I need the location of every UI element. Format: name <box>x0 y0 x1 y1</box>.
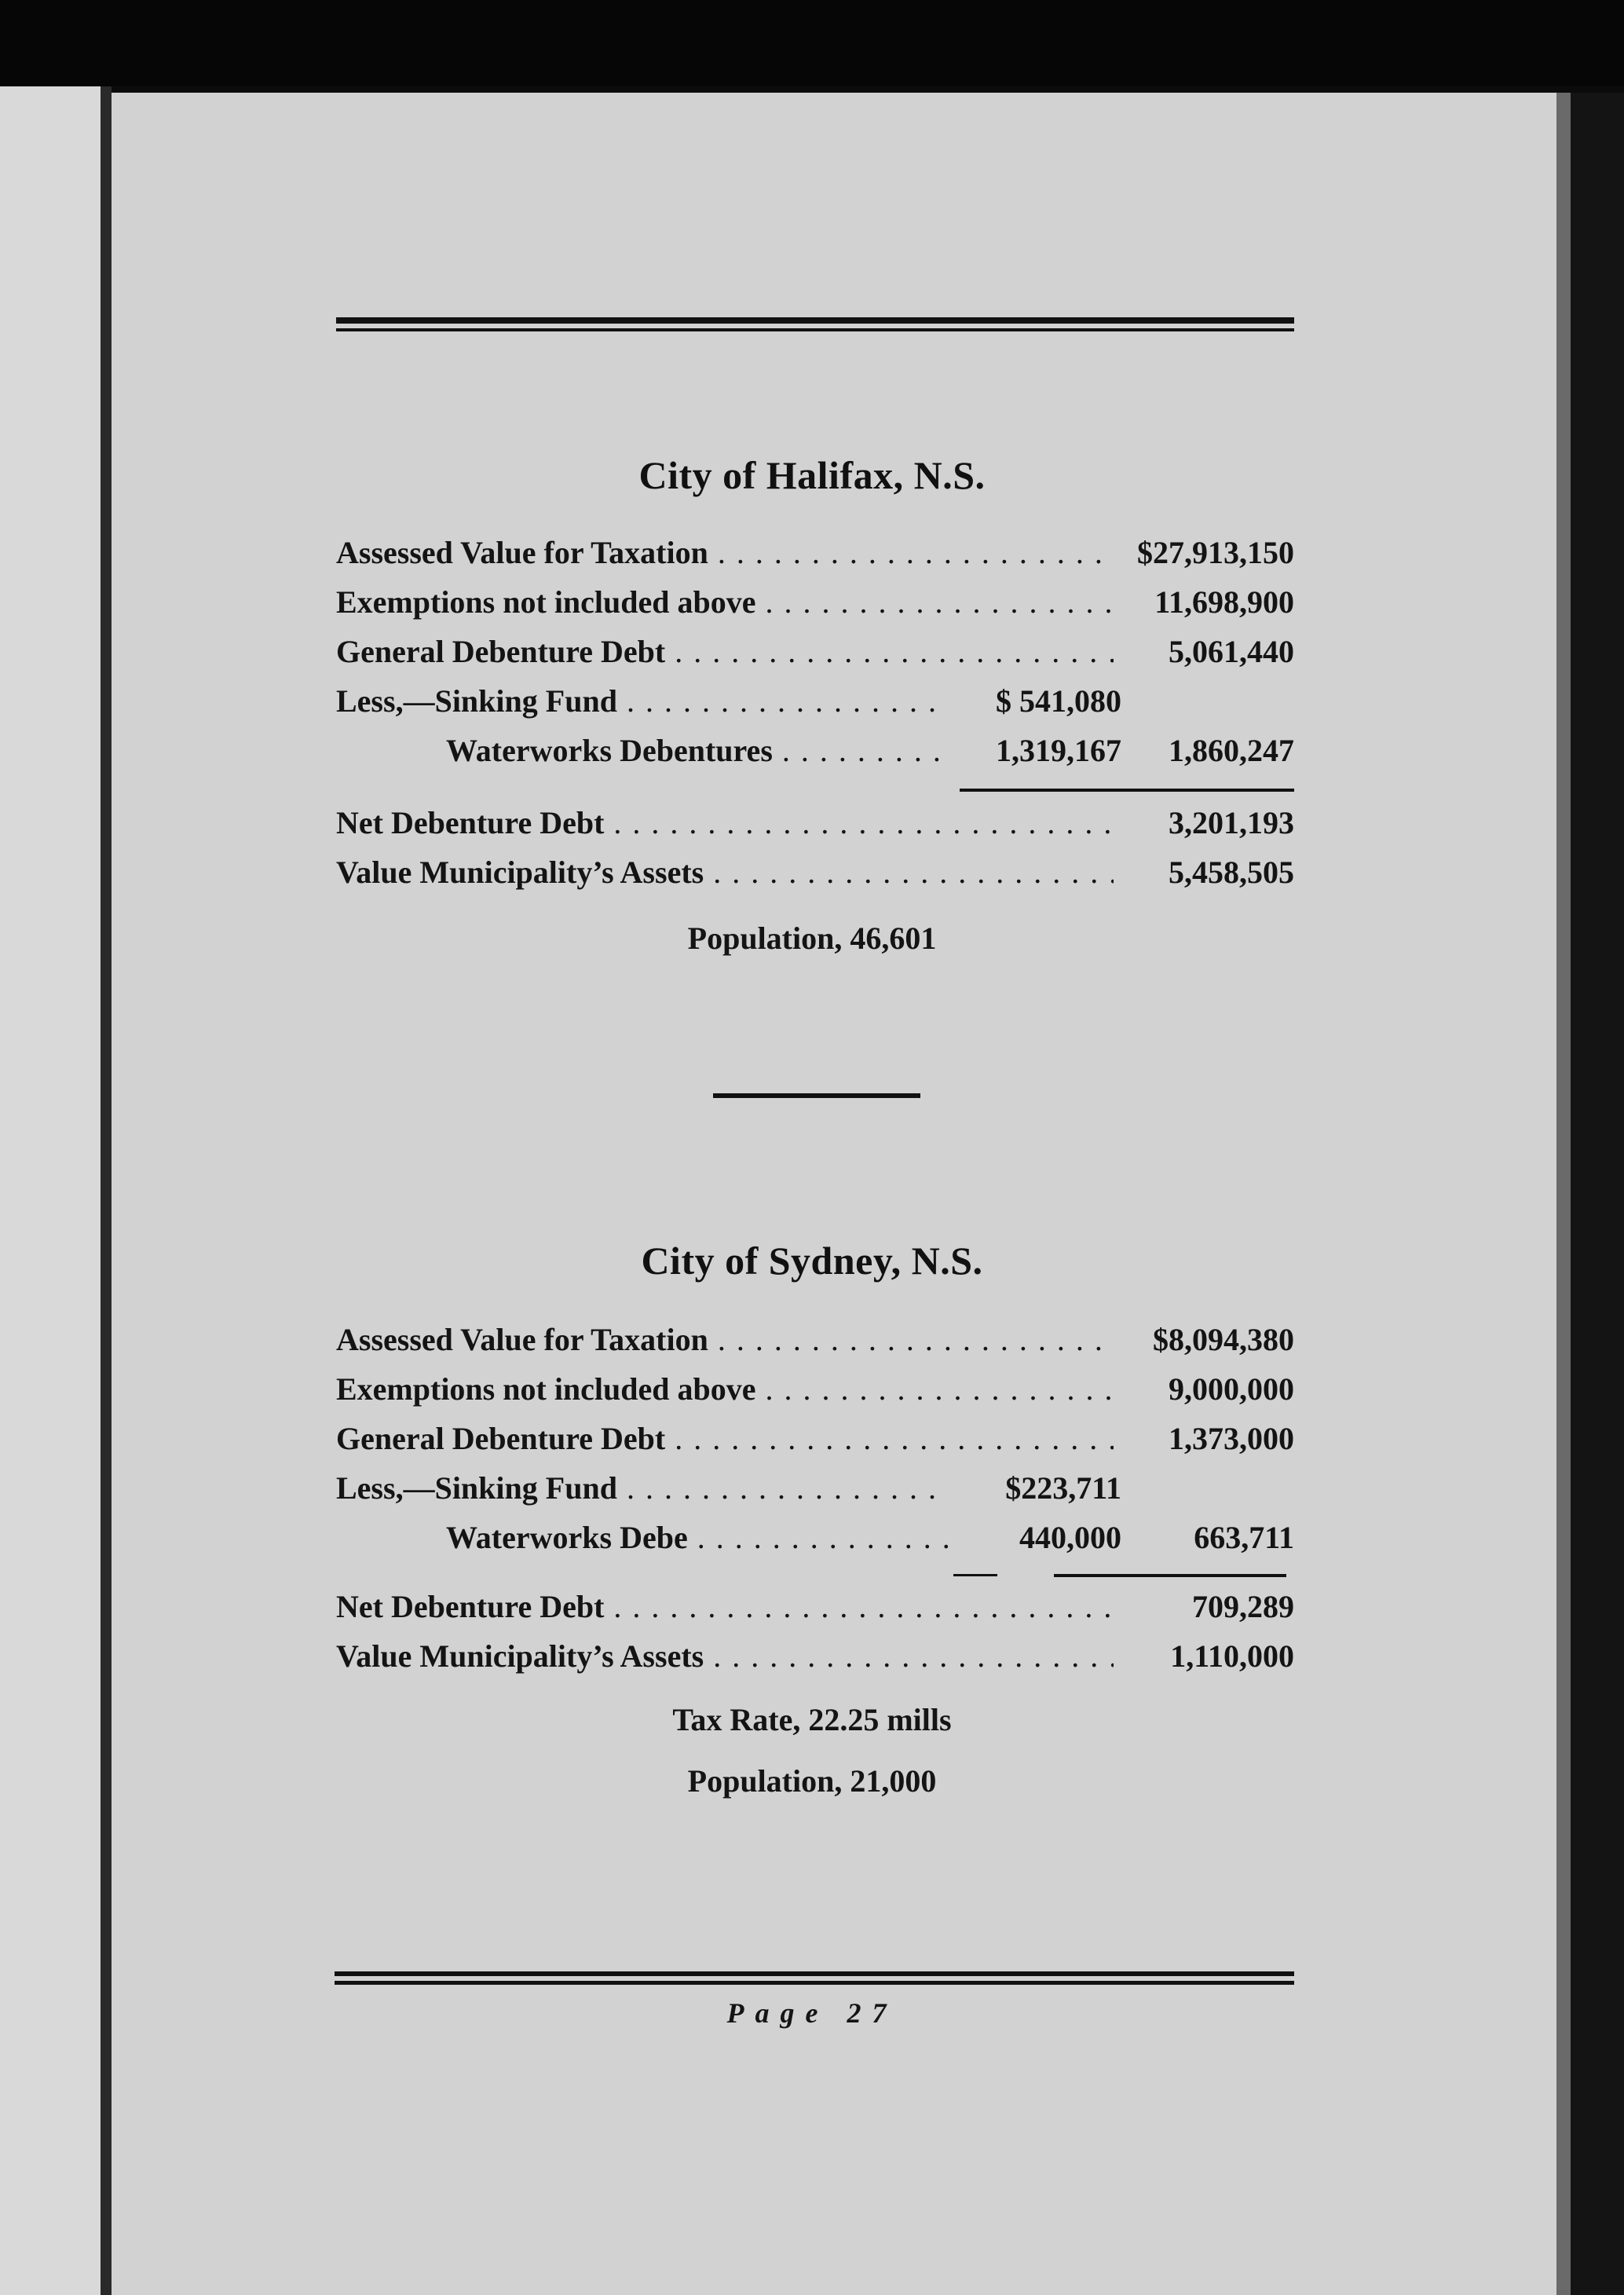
bottom-double-rule-lower <box>335 1981 1294 1985</box>
row-label: Assessed Value for Taxation . . . <box>336 534 1114 571</box>
row-label: Exemptions not included above . . . <box>336 1371 1114 1407</box>
sydney-subtotal-rule-left <box>953 1574 997 1576</box>
sydney-row-sinking-fund <box>336 1470 1294 1514</box>
halifax-row-exemptions <box>336 584 1294 628</box>
sydney-row-assessed <box>336 1321 1294 1365</box>
row-subamount: $ 541,080 <box>996 683 1121 719</box>
page-binding <box>101 86 112 2295</box>
sydney-row-waterworks <box>336 1519 1294 1563</box>
row-label: Value Municipality’s Assets . . . <box>336 854 1114 891</box>
row-label: General Debenture Debt . . . <box>336 1420 1114 1457</box>
section-separator <box>713 1093 920 1098</box>
top-double-rule-lower <box>336 328 1294 331</box>
row-amount: $8,094,380 <box>1153 1322 1294 1357</box>
sydney-row-net-debt <box>336 1588 1294 1632</box>
halifax-row-assets <box>336 854 1294 898</box>
halifax-row-assessed <box>336 534 1294 578</box>
sydney-row-assets <box>336 1638 1294 1682</box>
row-subamount: $223,711 <box>1005 1470 1121 1506</box>
row-label: Less,—Sinking Fund . . . <box>336 1470 949 1506</box>
sydney-tax-rate: Tax Rate, 22.25 mills <box>672 1702 952 1737</box>
row-amount: 9,000,000 <box>1169 1371 1294 1407</box>
row-label: Waterworks Debentures . . . <box>446 732 949 769</box>
halifax-row-net-debt <box>336 804 1294 848</box>
page-right-shadow <box>1556 93 1571 2295</box>
halifax-title: City of Halifax, N.S. <box>638 453 986 497</box>
scan-top-border <box>0 0 1624 86</box>
sydney-title: City of Sydney, N.S. <box>641 1239 983 1283</box>
row-label: Exemptions not included above . . . <box>336 584 1114 620</box>
halifax-row-sinking-fund <box>336 683 1294 727</box>
sydney-row-exemptions <box>336 1371 1294 1415</box>
bottom-double-rule-upper <box>335 1971 1294 1976</box>
row-subamount: 440,000 <box>1019 1520 1121 1555</box>
row-amount: 709,289 <box>1192 1589 1294 1624</box>
row-amount: 11,698,900 <box>1154 584 1294 620</box>
row-subamount: 1,319,167 <box>996 733 1121 768</box>
halifax-population: Population, 46,601 <box>687 921 937 956</box>
row-amount: 5,061,440 <box>1169 634 1294 669</box>
row-amount: $27,913,150 <box>1137 535 1294 570</box>
facing-page-strip <box>0 86 110 2295</box>
top-double-rule-upper <box>336 317 1294 324</box>
row-label: Net Debenture Debt . . . <box>336 804 1114 841</box>
row-amount: 1,373,000 <box>1169 1421 1294 1456</box>
row-label: General Debenture Debt . . . <box>336 633 1114 670</box>
row-amount: 5,458,505 <box>1169 855 1294 890</box>
row-label: Less,—Sinking Fund . . . <box>336 683 949 719</box>
row-amount: 663,711 <box>1194 1520 1294 1555</box>
halifax-row-general-debt <box>336 633 1294 677</box>
row-label: Waterworks Debe . . . <box>446 1519 949 1556</box>
row-amount: 3,201,193 <box>1169 805 1294 840</box>
halifax-row-waterworks <box>336 732 1294 776</box>
page-number: Page 27 <box>726 1997 898 2029</box>
sydney-population: Population, 21,000 <box>687 1763 937 1799</box>
halifax-subtotal-rule <box>960 789 1294 792</box>
row-amount: 1,110,000 <box>1170 1638 1294 1674</box>
sydney-subtotal-rule-right <box>1054 1574 1286 1577</box>
row-label: Value Municipality’s Assets . . . <box>336 1638 1114 1675</box>
document-page <box>112 93 1556 2295</box>
sydney-row-general-debt <box>336 1420 1294 1464</box>
row-label: Assessed Value for Taxation . . . <box>336 1321 1114 1358</box>
row-amount: 1,860,247 <box>1169 733 1294 768</box>
row-label: Net Debenture Debt . . . <box>336 1588 1114 1625</box>
